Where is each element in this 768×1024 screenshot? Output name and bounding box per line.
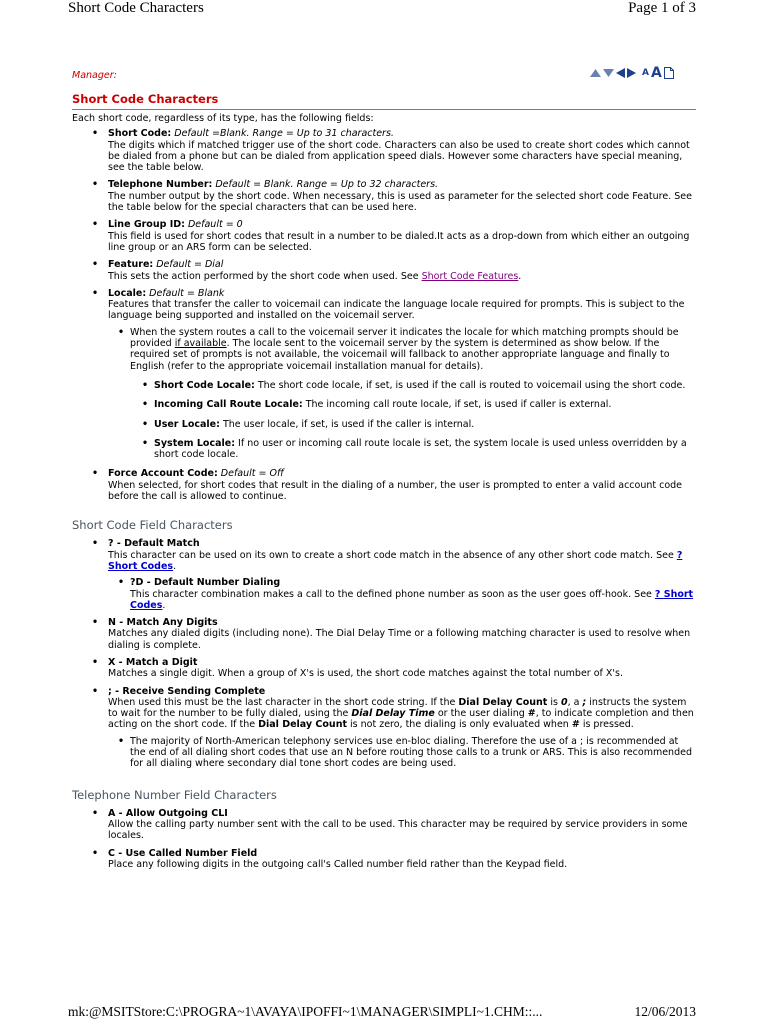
desc-text: or the user dialing: [434, 708, 528, 720]
semicolon-sublist: [108, 736, 696, 770]
desc-text: , a: [567, 696, 583, 708]
character-description: Matches a single digit. When a group of X's is used, the short code matches against the total number of X's.: [108, 668, 623, 680]
print-footer-date: 12/06/2013: [634, 1004, 696, 1019]
default-match-sublist: [108, 577, 696, 611]
character-description: [108, 697, 696, 731]
field-name: Locale:: [108, 287, 147, 299]
desc-bold-term: 0: [560, 696, 568, 708]
field-name: Telephone Number:: [108, 179, 213, 191]
field-description: [108, 271, 696, 282]
locale-description: The user locale, if set, is used if the caller is internal.: [222, 418, 475, 430]
field-default: Default = Blank: [149, 287, 225, 299]
field-characters-list: [72, 538, 696, 769]
back-arrow-icon[interactable]: [616, 68, 625, 78]
en-bloc-note: The majority of North-American telephony services use en-bloc dialing. Therefore the use of a ; is recommended at the end of all dialing short codes that use an N before routing those calls to a trunk or ARS. This is also recommended for all dialing where secondary dial tone short codes are being used.: [130, 735, 692, 770]
short-code-features-link[interactable]: Short Code Features: [421, 270, 519, 282]
help-toolbar: [590, 66, 674, 80]
field-description: The digits which if matched trigger use of the short code. Characters can also be used to create short codes which cannot be dialed from a phone but can be dialed from application speed dials. However some characters have special meaning, see the table below.: [108, 139, 690, 174]
desc-text: is not zero, the dialing is only evaluated when: [347, 719, 572, 731]
list-item: [72, 848, 696, 871]
locale-name: System Locale:: [154, 437, 236, 449]
locale-name: Incoming Call Route Locale:: [154, 399, 303, 411]
list-item: [72, 179, 696, 213]
list-item: [108, 736, 696, 770]
list-item: [130, 399, 696, 410]
print-footer-path: mk:@MSITStore:C:\PROGRA~1\AVAYA\IPOFFI~1\MANAGER\SIMPLI~1.CHM::...: [68, 1004, 543, 1019]
print-header-title: Short Code Characters: [68, 0, 204, 16]
list-item: [72, 657, 696, 680]
character-description-text: This character combination makes a call to the defined phone number as soon as the user goes off-hook. See: [130, 588, 655, 600]
increase-font-icon[interactable]: A: [650, 65, 662, 81]
field-default: Default =Blank. Range = Up to 31 characters.: [174, 128, 394, 140]
field-description: The number output by the short code. When necessary, this is used as parameter for the selected short code Feature. See the table below for the special characters that can be used here.: [108, 190, 692, 214]
telephone-characters-list: [72, 808, 696, 870]
list-item: [72, 128, 696, 173]
short-codes-link[interactable]: ? Short Codes: [108, 549, 683, 572]
list-item: [108, 327, 696, 461]
list-item: [72, 617, 696, 651]
character-name: ; - Receive Sending Complete: [108, 685, 266, 697]
section-heading-field-characters: Short Code Field Characters: [72, 518, 233, 533]
list-item: [72, 538, 696, 611]
field-default: Default = Off: [220, 468, 284, 480]
list-item: [108, 577, 696, 611]
section-heading-telephone-number-characters: Telephone Number Field Characters: [72, 787, 277, 802]
character-name: A - Allow Outgoing CLI: [108, 807, 228, 819]
main-content: [72, 92, 696, 876]
desc-bold-term: #: [571, 719, 580, 731]
character-name: ?D - Default Number Dialing: [130, 577, 281, 589]
locale-description: The incoming call route locale, if set, is used if caller is external.: [305, 399, 612, 411]
if-available-text: if available: [174, 338, 227, 350]
desc-bold-term: #: [527, 708, 536, 720]
locale-sublist: [108, 327, 696, 461]
locale-routing-text: When the system routes a call to the voicemail server it indicates the locale for which matching prompts should be provided: [130, 326, 679, 350]
list-item: [72, 259, 696, 282]
desc-text: instructs the system to wait for the number to be fully dialed, using the: [108, 696, 687, 720]
character-description-text: This character can be used on its own to create a short code match in the absence of any other short code match. See: [108, 549, 677, 561]
field-default: Default = Dial: [156, 259, 224, 271]
manager-breadcrumb: Manager:: [72, 70, 117, 81]
field-name: Short Code:: [108, 128, 172, 140]
list-item: [72, 686, 696, 770]
field-description: Features that transfer the caller to voicemail can indicate the language locale required for prompts. This is subject to the language being supported and installed on the voicemail server.: [108, 299, 685, 322]
field-list: [72, 128, 696, 502]
character-description: Place any following digits in the outgoing call's Called number field rather than the Keypad field.: [108, 858, 568, 870]
field-default: Default = Blank. Range = Up to 32 characters.: [215, 179, 439, 191]
character-description-text: .: [173, 560, 177, 572]
list-item: [72, 288, 696, 461]
field-name: Line Group ID:: [108, 219, 185, 231]
list-item: [72, 808, 696, 842]
list-item: [130, 438, 696, 461]
desc-bold-term: ;: [582, 696, 587, 708]
locale-description: The short code locale, if set, is used if the call is routed to voicemail using the short code.: [257, 379, 686, 391]
desc-bold-term: Dial Delay Count: [458, 696, 548, 708]
desc-bold-term: Dial Delay Count: [258, 719, 347, 731]
locale-name: Short Code Locale:: [154, 379, 255, 391]
list-item: [130, 419, 696, 430]
list-item: [72, 468, 696, 502]
list-item: [130, 380, 696, 391]
field-name: Force Account Code:: [108, 468, 218, 480]
print-page-icon[interactable]: [664, 67, 674, 79]
locale-priority-list: [130, 380, 696, 460]
character-description: Allow the calling party number sent with the call to be used. This character may be required by service providers in some locales.: [108, 818, 688, 842]
character-description: [108, 550, 696, 573]
previous-topic-icon[interactable]: [590, 69, 601, 77]
field-name: Feature:: [108, 259, 154, 271]
field-description: When selected, for short codes that result in the dialing of a number, the user is prompted to enter a valid account code before the call is allowed to continue.: [108, 479, 683, 503]
desc-text: When used this must be the last character in the short code string. If the: [108, 696, 459, 708]
locale-description: If no user or incoming call route locale is set, the system locale is used unless overridden by a short code locale.: [154, 437, 687, 461]
next-topic-icon[interactable]: [603, 69, 614, 77]
forward-arrow-icon[interactable]: [627, 68, 636, 78]
short-codes-link[interactable]: ? Short Codes: [130, 588, 694, 611]
desc-bold-term: Dial Delay Time: [351, 708, 435, 720]
page-title: Short Code Characters: [72, 92, 696, 110]
desc-text: is: [547, 696, 561, 708]
locale-routing-text: . The locale sent to the voicemail server by the system is determined as show below. If the required set of prompts is not available, the voicemail will fallback to another appropriate language and finally to English (refer to the appropriate voicemail installation manual for details).: [130, 338, 670, 372]
field-description-text: .: [518, 270, 522, 282]
character-description: Matches any dialed digits (including none). The Dial Delay Time or a following matching character is used to resolve when dialing is complete.: [108, 628, 691, 651]
print-header: [68, 0, 696, 20]
character-name: C - Use Called Number Field: [108, 847, 258, 859]
character-name: X - Match a Digit: [108, 656, 198, 668]
list-item: [72, 219, 696, 253]
character-name: ? - Default Match: [108, 538, 200, 550]
desc-text: , to indicate completion and then acting on the short code. If the: [108, 708, 694, 731]
print-header-page-number: Page 1 of 3: [628, 0, 696, 16]
field-description-text: This sets the action performed by the short code when used. See: [108, 270, 422, 282]
desc-text: is pressed.: [579, 719, 634, 731]
character-name: N - Match Any Digits: [108, 617, 218, 629]
locale-name: User Locale:: [154, 418, 220, 430]
character-description-text: .: [162, 599, 166, 611]
intro-text: Each short code, regardless of its type, has the following fields:: [72, 113, 374, 124]
decrease-font-icon[interactable]: A: [642, 68, 649, 78]
field-description: This field is used for short codes that result in a number to be dialed.It acts as a drop-down from which either an outgoing line group or an ARS form can be selected.: [108, 230, 690, 253]
character-description: [130, 589, 696, 612]
field-default: Default = 0: [187, 219, 243, 231]
